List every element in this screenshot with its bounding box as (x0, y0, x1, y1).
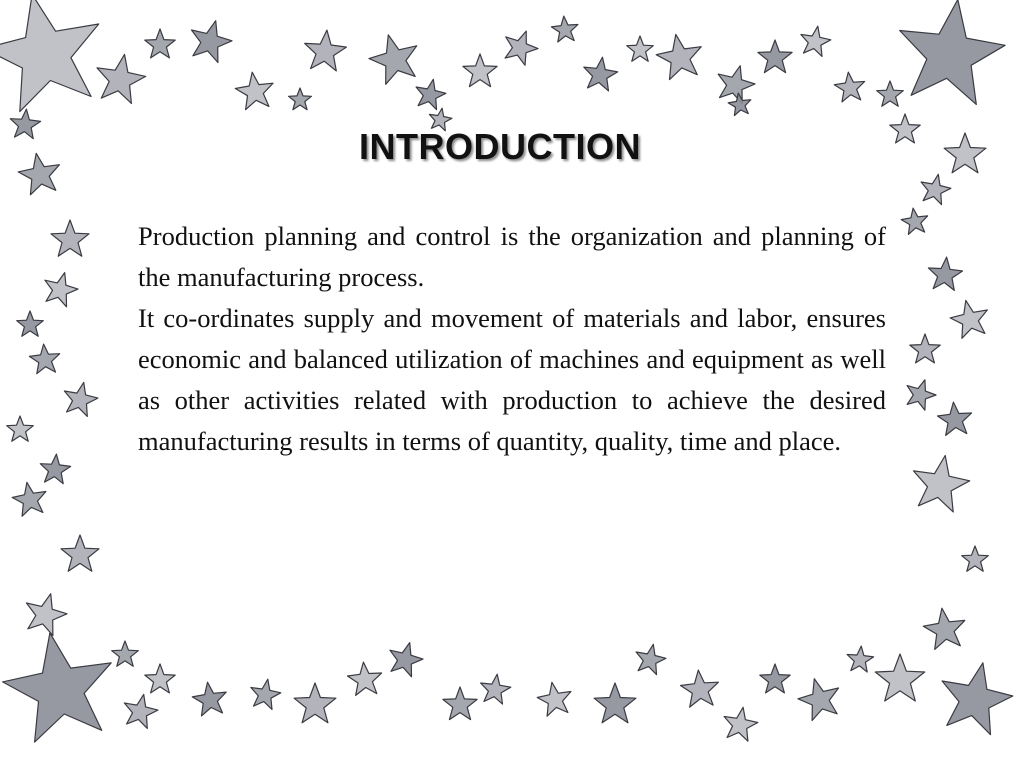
star-icon (12, 482, 46, 516)
star-icon (681, 670, 719, 707)
star-icon (758, 40, 792, 73)
star-icon (112, 641, 139, 666)
star-icon (875, 654, 924, 701)
slide-title: INTRODUCTION (359, 126, 641, 167)
star-icon (656, 34, 701, 79)
star-icon (0, 0, 99, 112)
star-icon (289, 88, 312, 110)
star-icon (61, 535, 99, 571)
star-icon (235, 72, 273, 110)
star-icon (728, 93, 751, 116)
star-icon (192, 682, 226, 716)
star-icon (798, 679, 839, 721)
star-icon (481, 674, 511, 704)
star-icon (834, 72, 864, 102)
star-icon (3, 633, 112, 742)
star-icon (251, 679, 281, 709)
star-icon (416, 79, 446, 109)
star-icon (847, 646, 874, 672)
star-icon (627, 36, 654, 61)
star-icon (584, 57, 618, 91)
star-icon (537, 682, 571, 716)
star-icon (877, 81, 904, 106)
star-icon (950, 300, 987, 338)
star-icon (942, 663, 1013, 735)
star-icon (910, 334, 940, 363)
star-icon (962, 546, 989, 571)
star-icon (928, 257, 962, 290)
star-icon (7, 416, 34, 441)
star-icon (192, 21, 233, 63)
star-icon (45, 273, 78, 307)
star-icon (594, 683, 636, 723)
star-icon (901, 208, 927, 234)
star-icon (17, 311, 44, 336)
star-icon (914, 456, 970, 513)
star-icon (718, 66, 755, 104)
star-icon (760, 664, 790, 693)
star-icon (145, 664, 175, 693)
star-icon (369, 35, 417, 84)
star-icon (348, 662, 382, 695)
star-icon (921, 174, 951, 204)
star-icon (636, 644, 666, 674)
star-icon (443, 687, 477, 720)
star-icon (551, 16, 578, 42)
star-icon (724, 707, 758, 741)
paragraph-definition: Production planning and control is the organization and planning of the manufacturing process. (138, 221, 886, 292)
star-icon (305, 30, 347, 71)
star-icon (51, 220, 89, 256)
star-icon (124, 694, 157, 728)
star-icon (938, 402, 972, 435)
star-icon (294, 683, 336, 723)
star-icon (390, 643, 423, 677)
paragraph-details: It co-ordinates supply and movement of materials and labor, ensures economic and balanced utilization of machines and equipment as well as other activities related with production to achieve the desired manufacturing results in terms of quantity, quality, time and place. (138, 303, 886, 456)
star-icon (40, 454, 70, 484)
star-icon (29, 344, 59, 374)
star-icon (801, 26, 831, 56)
slide-body (138, 216, 886, 462)
star-icon (907, 380, 936, 410)
star-icon (27, 594, 68, 636)
star-icon (923, 608, 965, 649)
star-icon (900, 0, 1005, 104)
star-icon (463, 54, 497, 87)
star-icon (505, 31, 538, 65)
star-icon (97, 54, 146, 103)
star-icon (145, 29, 175, 58)
star-icon (64, 382, 98, 416)
